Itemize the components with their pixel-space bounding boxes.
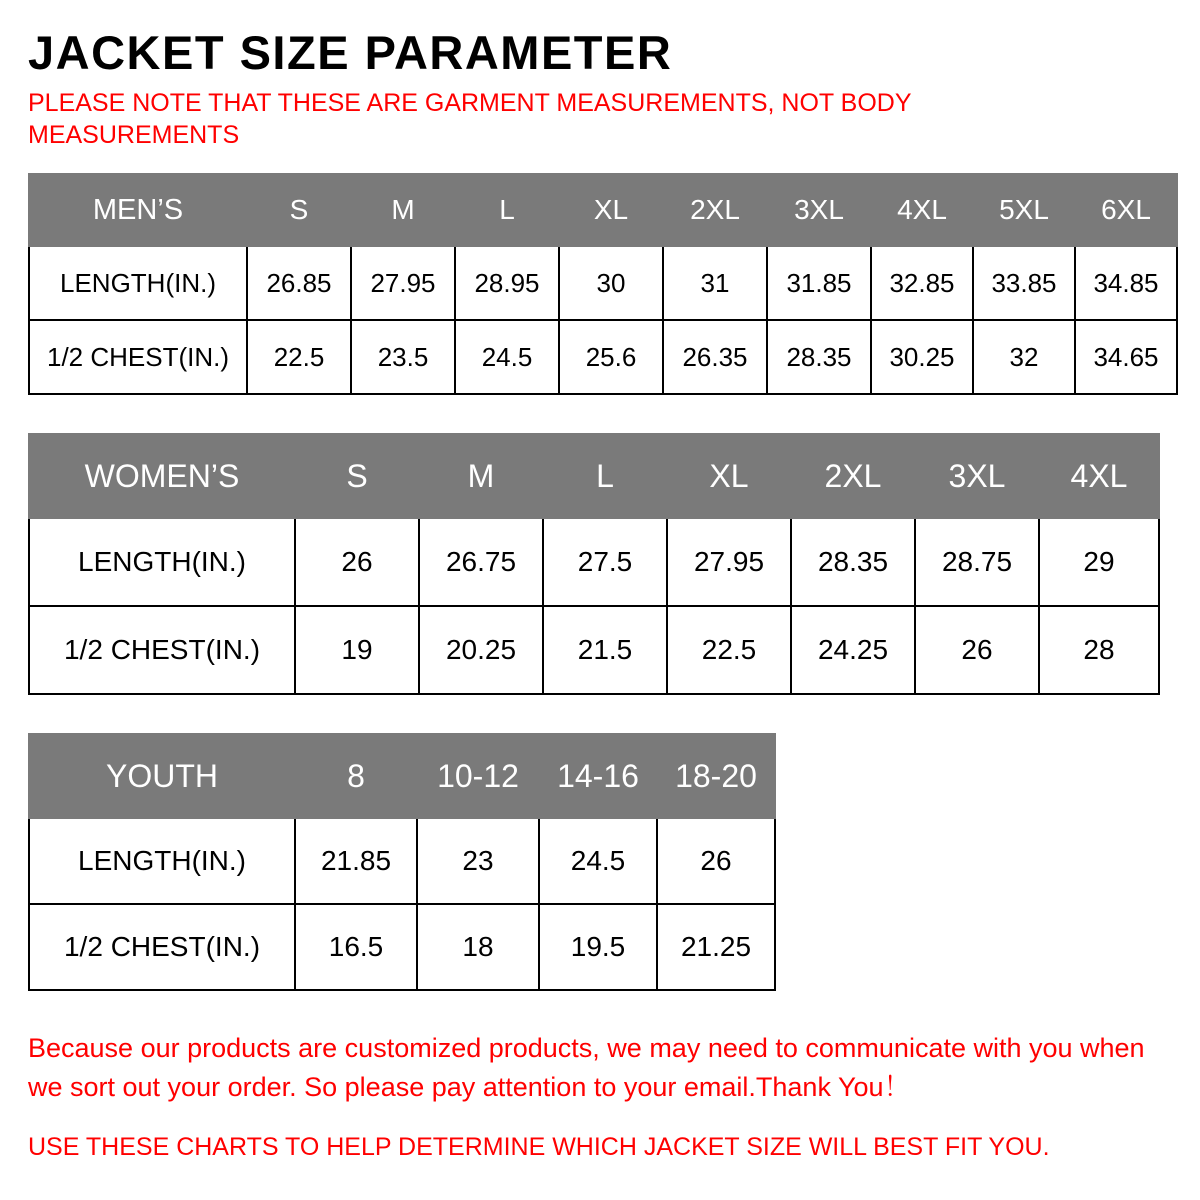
- youth-size-table: [28, 733, 776, 991]
- mens-size-2xl: 2XL: [663, 174, 767, 246]
- womens-length-s: 26: [295, 518, 419, 606]
- womens-header-label: WOMEN’S: [29, 434, 295, 518]
- womens-size-3xl: 3XL: [915, 434, 1039, 518]
- mens-length-s: 26.85: [247, 246, 351, 320]
- womens-length-3xl: 28.75: [915, 518, 1039, 606]
- page-title: JACKET SIZE PARAMETER: [28, 26, 673, 79]
- table-row: [29, 246, 1177, 320]
- mens-chest-6xl: 34.65: [1075, 320, 1177, 394]
- table-row: [29, 320, 1177, 394]
- womens-chest-xl: 22.5: [667, 606, 791, 694]
- youth-row-label-chest: 1/2 CHEST(IN.): [29, 904, 295, 990]
- top-note: PLEASE NOTE THAT THESE ARE GARMENT MEASUREMENTS, NOT BODY MEASUREMENTS: [28, 89, 912, 150]
- womens-row-label-length: LENGTH(IN.): [29, 518, 295, 606]
- mens-size-l: L: [455, 174, 559, 246]
- mens-length-xl: 30: [559, 246, 663, 320]
- mens-size-5xl: 5XL: [973, 174, 1075, 246]
- womens-chest-2xl: 24.25: [791, 606, 915, 694]
- mens-size-table: [28, 173, 1178, 395]
- mens-chest-3xl: 28.35: [767, 320, 871, 394]
- mens-length-2xl: 31: [663, 246, 767, 320]
- youth-chest-18-20: 21.25: [657, 904, 775, 990]
- mens-chest-s: 22.5: [247, 320, 351, 394]
- footer-note-usage: USE THESE CHARTS TO HELP DETERMINE WHICH JACKET SIZE WILL BEST FIT YOU.: [28, 1132, 1050, 1161]
- mens-length-4xl: 32.85: [871, 246, 973, 320]
- womens-length-xl: 27.95: [667, 518, 791, 606]
- footer-note-customization: Because our products are customized products, we may need to communicate with you when we sort out your order. So please pay attention to your email.Thank You！: [28, 1033, 1145, 1103]
- mens-size-3xl: 3XL: [767, 174, 871, 246]
- mens-chest-l: 24.5: [455, 320, 559, 394]
- youth-row-label-length: LENGTH(IN.): [29, 818, 295, 904]
- mens-chest-4xl: 30.25: [871, 320, 973, 394]
- mens-length-l: 28.95: [455, 246, 559, 320]
- youth-size-10-12: 10-12: [417, 734, 539, 818]
- womens-chest-m: 20.25: [419, 606, 543, 694]
- table-row: [29, 904, 775, 990]
- mens-size-xl: XL: [559, 174, 663, 246]
- mens-row-label-length: LENGTH(IN.): [29, 246, 247, 320]
- womens-size-s: S: [295, 434, 419, 518]
- womens-size-m: M: [419, 434, 543, 518]
- womens-size-xl: XL: [667, 434, 791, 518]
- mens-size-4xl: 4XL: [871, 174, 973, 246]
- mens-chest-xl: 25.6: [559, 320, 663, 394]
- youth-length-8: 21.85: [295, 818, 417, 904]
- table-row: [29, 606, 1159, 694]
- table-header-row: [29, 734, 775, 818]
- womens-chest-3xl: 26: [915, 606, 1039, 694]
- mens-length-3xl: 31.85: [767, 246, 871, 320]
- mens-length-m: 27.95: [351, 246, 455, 320]
- mens-size-s: S: [247, 174, 351, 246]
- womens-chest-l: 21.5: [543, 606, 667, 694]
- youth-chest-10-12: 18: [417, 904, 539, 990]
- youth-chest-8: 16.5: [295, 904, 417, 990]
- mens-size-m: M: [351, 174, 455, 246]
- womens-size-table: [28, 433, 1160, 695]
- womens-size-l: L: [543, 434, 667, 518]
- mens-chest-2xl: 26.35: [663, 320, 767, 394]
- womens-chest-s: 19: [295, 606, 419, 694]
- womens-length-m: 26.75: [419, 518, 543, 606]
- womens-length-l: 27.5: [543, 518, 667, 606]
- youth-chest-14-16: 19.5: [539, 904, 657, 990]
- womens-length-2xl: 28.35: [791, 518, 915, 606]
- womens-size-2xl: 2XL: [791, 434, 915, 518]
- womens-chest-4xl: 28: [1039, 606, 1159, 694]
- mens-length-5xl: 33.85: [973, 246, 1075, 320]
- mens-row-label-chest: 1/2 CHEST(IN.): [29, 320, 247, 394]
- table-header-row: [29, 174, 1177, 246]
- mens-chest-m: 23.5: [351, 320, 455, 394]
- youth-size-8: 8: [295, 734, 417, 818]
- youth-size-18-20: 18-20: [657, 734, 775, 818]
- womens-size-4xl: 4XL: [1039, 434, 1159, 518]
- womens-length-4xl: 29: [1039, 518, 1159, 606]
- mens-size-6xl: 6XL: [1075, 174, 1177, 246]
- mens-length-6xl: 34.85: [1075, 246, 1177, 320]
- table-row: [29, 818, 775, 904]
- table-row: [29, 518, 1159, 606]
- youth-header-label: YOUTH: [29, 734, 295, 818]
- mens-header-label: MEN’S: [29, 174, 247, 246]
- youth-length-14-16: 24.5: [539, 818, 657, 904]
- youth-length-10-12: 23: [417, 818, 539, 904]
- youth-length-18-20: 26: [657, 818, 775, 904]
- mens-chest-5xl: 32: [973, 320, 1075, 394]
- table-header-row: [29, 434, 1159, 518]
- youth-size-14-16: 14-16: [539, 734, 657, 818]
- womens-row-label-chest: 1/2 CHEST(IN.): [29, 606, 295, 694]
